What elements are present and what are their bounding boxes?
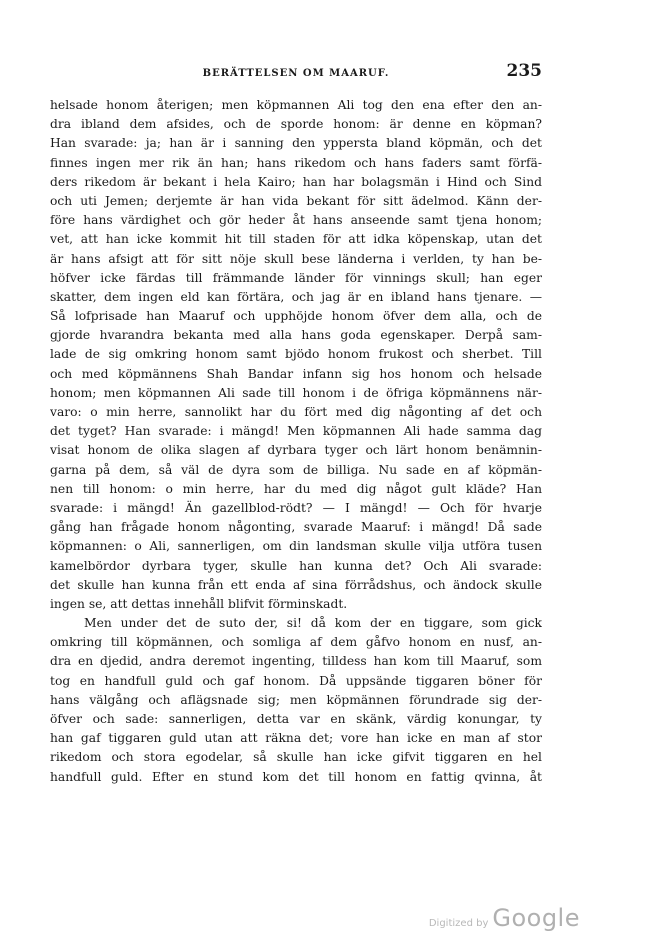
text-line: handfull guld. Efter en stund kom det till honom en fattig qvinna, åt [50, 769, 542, 784]
text-line: finnes ingen mer rik än han; hans rikedom och hans faders samt förfä- [50, 155, 542, 170]
text-line: dra ibland dem afsides, och de sporde honom: är denne en köpman? [50, 117, 542, 132]
text-line: vet, att han icke kommit hit till staden för att idka köpenskap, utan det [50, 232, 542, 247]
text-line: han gaf tiggaren guld utan att räkna det; vore han icke en man af stor [50, 731, 542, 746]
text-line: kamelbördor dyrbara tyger, skulle han kunna det? Och Ali svarade: [50, 558, 542, 573]
text-line: hans välgång och aflägsnade sig; men köpmännen förundrade sig der- [50, 692, 542, 707]
text-line: skatter, dem ingen eld kan förtära, och jag är en ibland hans tjenare. — [50, 289, 542, 304]
text-line: svarade: i mängd! Än gazellblod-rödt? — I mängd! — Och för hvarje [50, 500, 542, 515]
text-line: och med köpmännens Shah Bandar infann sig hos honom och helsade [50, 366, 542, 381]
text-line: gjorde hvarandra bekanta med alla hans goda egenskaper. Derpå sam- [50, 328, 542, 343]
text-line: ingen se, att dettas innehåll blifvit förminskadt. [50, 596, 348, 611]
digitized-watermark [429, 904, 580, 932]
google-logo: Google [492, 904, 580, 932]
text-line: rikedom och stora egodelar, så skulle han icke gifvit tiggaren en hel [50, 750, 542, 765]
text-line: varo: o min herre, sannolikt har du fört med dig någonting af det och [50, 405, 542, 419]
text-line: Han svarade: ja; han är i sanning den yppersta bland köpmän, och det [50, 136, 542, 151]
text-line: gång han frågade honom någonting, svarade Maaruf: i mängd! Då sade [50, 520, 542, 535]
text-line: höfver icke färdas till främmande länder för vinnings skull; han eger [50, 270, 542, 285]
page-header [50, 61, 542, 88]
text-line: öfver och sade: sannerligen, detta var en skänk, värdig konungar, ty [50, 712, 542, 726]
text-line: är hans afsigt att för sitt nöje skull bese länderna i verlden, ty han be- [50, 251, 542, 266]
text-line: dra en djedid, andra deremot ingenting, tilldess han kom till Maaruf, som [50, 654, 542, 669]
text-line: garna på dem, så väl de dyra som de billiga. Nu sade en af köpmän- [50, 462, 542, 477]
running-title: BERÄTTELSEN OM MAARUF. [202, 68, 390, 79]
text-line: visat honom de olika slagen af dyrbara tyger och lärt honom benämnin- [50, 443, 542, 458]
text-line: köpmannen: o Ali, sannerligen, om din landsman skulle vilja utföra tusen [50, 539, 542, 554]
text-line: Men under det de suto der, si! då kom der en tiggare, som gick [84, 616, 542, 631]
text-line: och uti Jemen; derjemte är han vida bekant för sitt ädelmod. Känn der- [50, 193, 542, 208]
text-line: ders rikedom är bekant i hela Kairo; han har bolagsmän i Hind och Sind [50, 174, 542, 189]
watermark-prefix: Digitized by [428, 918, 489, 929]
text-line: omkring till köpmännen, och somliga af dem gåfvo honom en nusf, an- [50, 635, 542, 650]
text-line: Så lofprisade han Maaruf och upphöjde honom öfver dem alla, och de [50, 309, 542, 324]
text-line: helsade honom återigen; men köpmannen Ali tog den ena efter den an- [50, 98, 542, 112]
text-line: nen till honom: o min herre, har du med dig något gult kläde? Han [50, 481, 542, 496]
page-number: 235 [506, 61, 542, 81]
text-line: lade de sig omkring honom samt bjödo honom frukost och sherbet. Till [50, 347, 542, 362]
text-line: det tyget? Han svarade: i mängd! Men köpmannen Ali hade samma dag [50, 424, 542, 439]
text-line: honom; men köpmannen Ali sade till honom i de öfriga köpmännens när- [50, 385, 542, 400]
text-line: tog en handfull guld och gaf honom. Då uppsände tiggaren böner för [50, 673, 542, 688]
text-line: det skulle han kunna från ett enda af sina förrådshus, och ändock skulle [50, 577, 542, 592]
text-line: före hans värdighet och gör heder åt hans anseende samt tjena honom; [50, 213, 542, 228]
body-text [50, 96, 542, 787]
